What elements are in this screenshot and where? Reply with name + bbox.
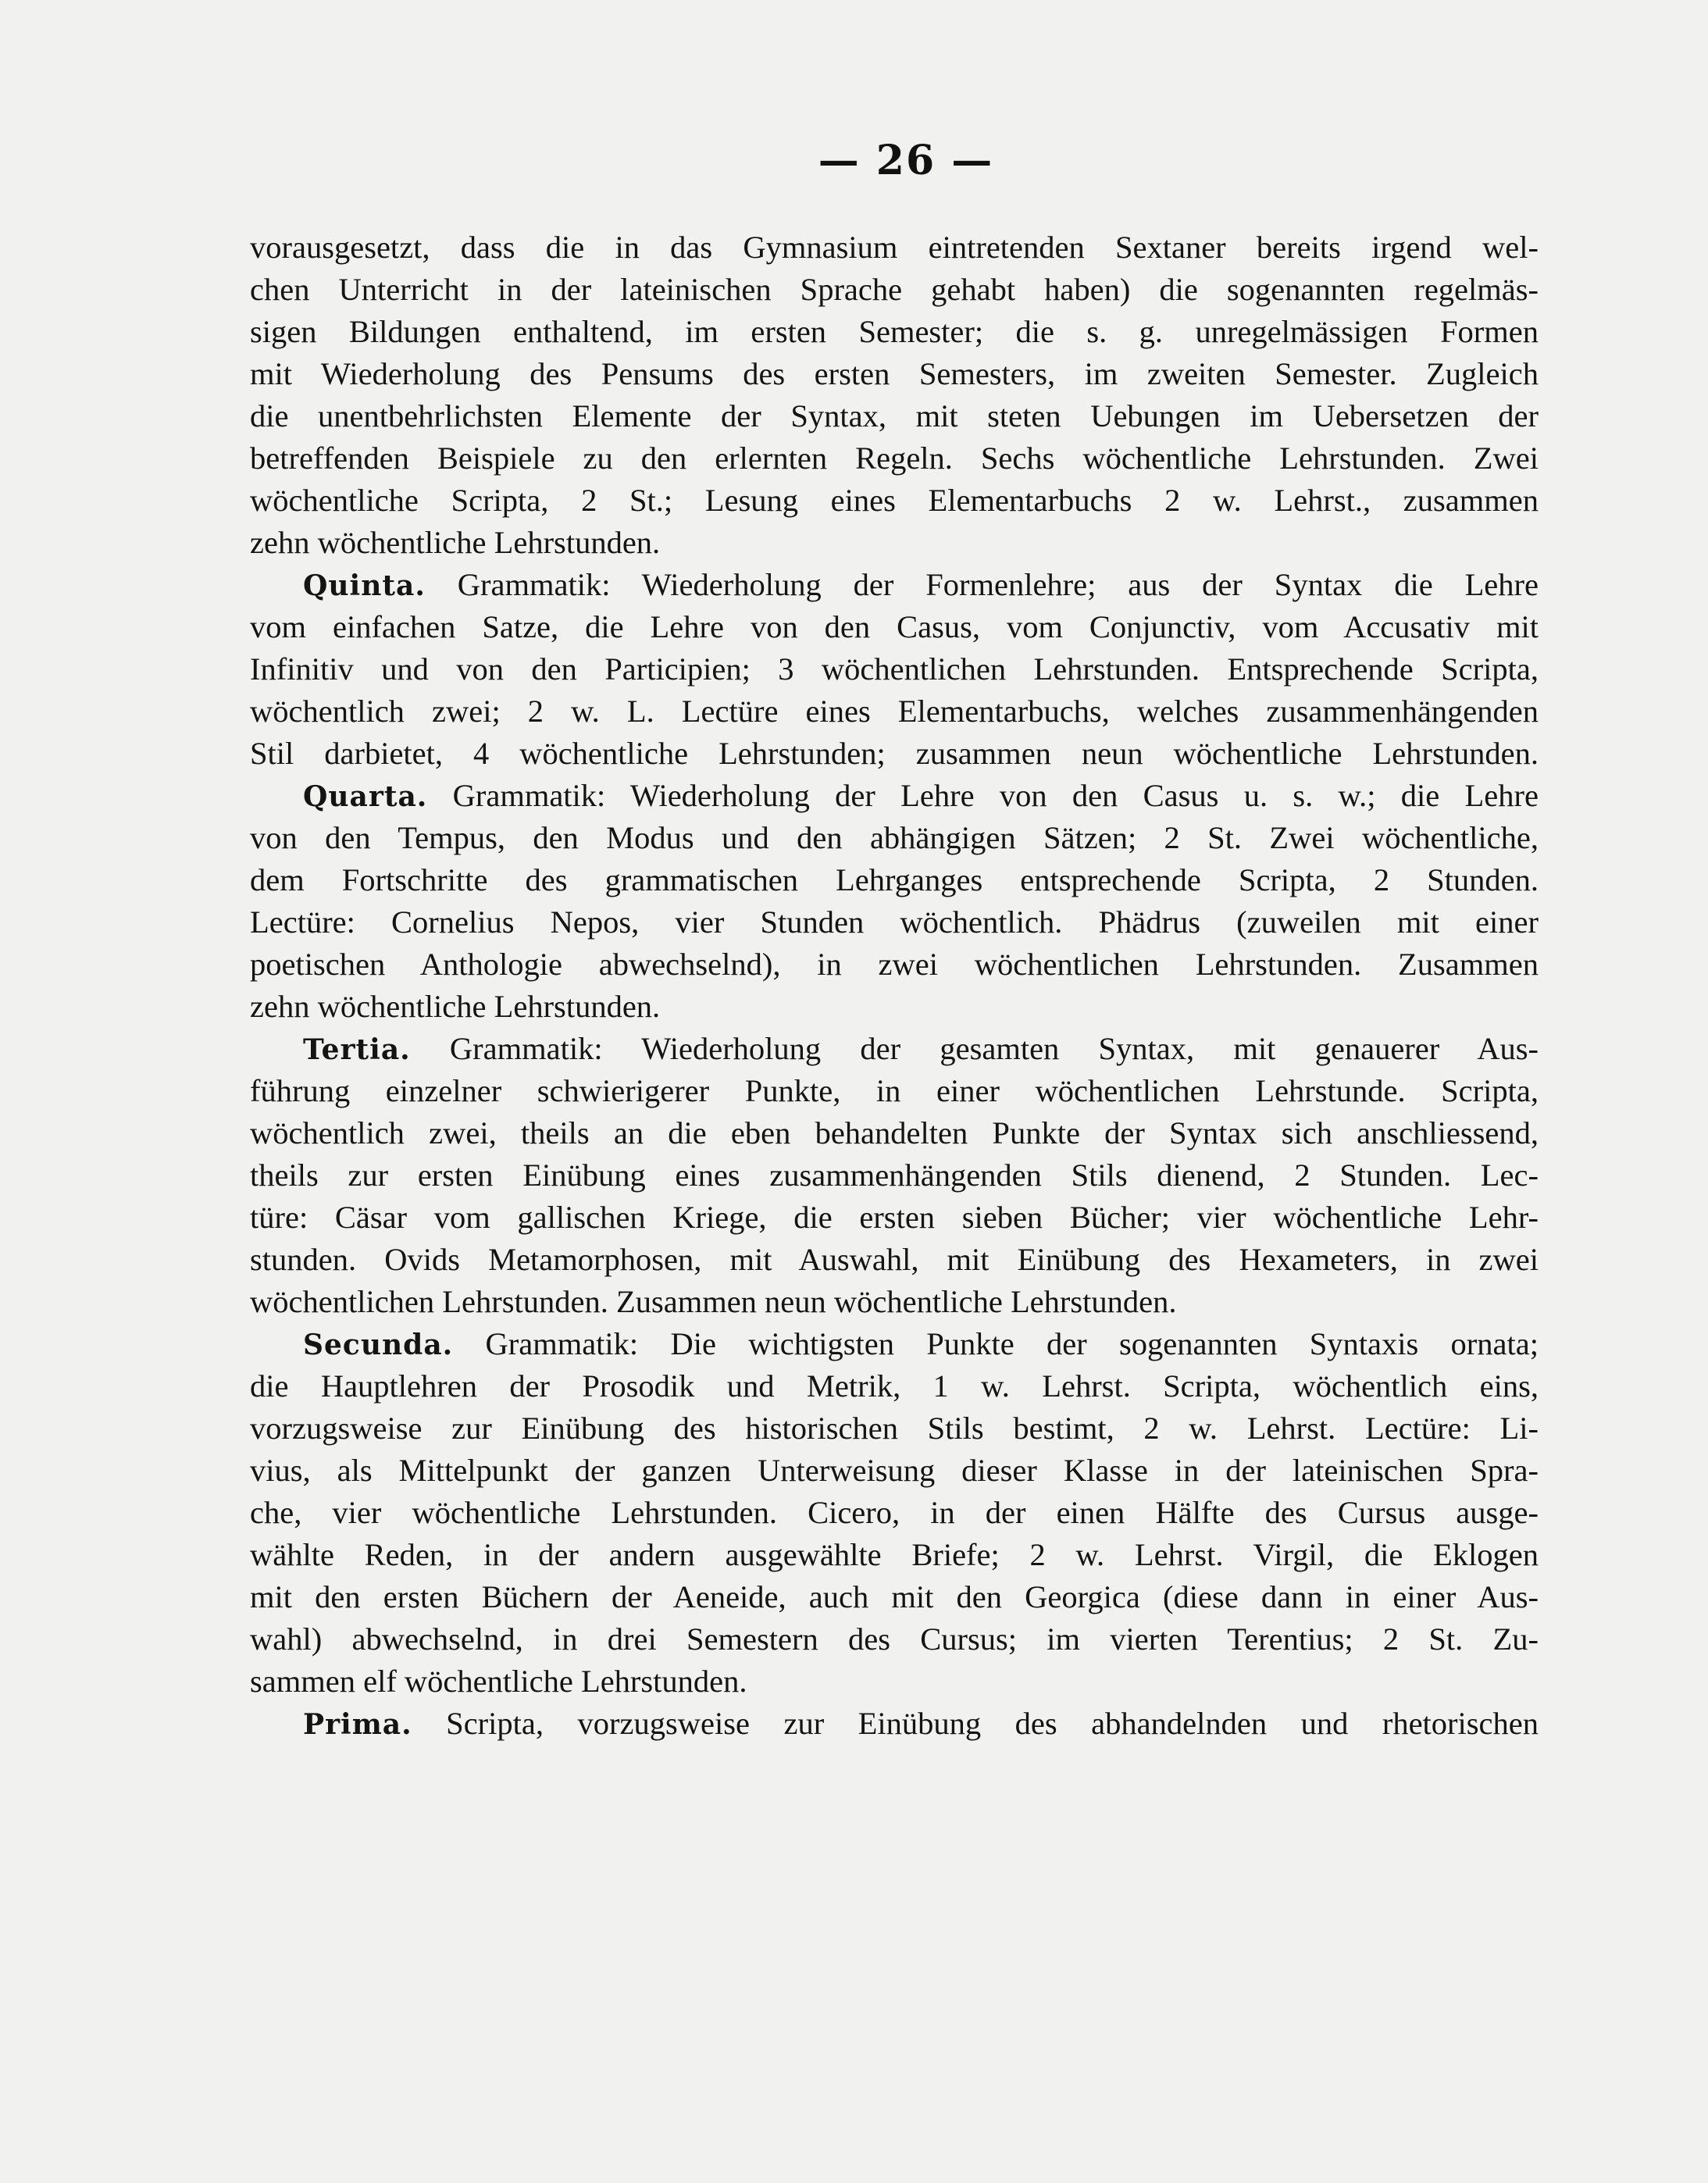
text-line xyxy=(250,1534,1539,1576)
text-line xyxy=(250,353,1539,395)
line-text: vorausgesetzt, dass die in das Gymnasium eintretenden Sextaner bereits irgend wel- xyxy=(250,230,1539,265)
line-text: mit den ersten Büchern der Aeneide, auch mit den Georgica (diese dann in einer Aus- xyxy=(250,1579,1539,1614)
line-text: führung einzelner schwierigerer Punkte, in einer wöchentlichen Lehrstunde. Scripta, xyxy=(250,1073,1539,1108)
line-text: zehn wöchentliche Lehrstunden. xyxy=(250,989,661,1024)
text-line xyxy=(250,1450,1539,1492)
line-text: wöchentlichen Lehrstunden. Zusammen neun wöchentliche Lehrstunden. xyxy=(250,1284,1177,1319)
line-text: Grammatik: Wiederholung der Lehre von den Casus u. s. w.; die Lehre xyxy=(427,778,1539,813)
text-line xyxy=(250,1112,1539,1154)
text-line xyxy=(250,311,1539,353)
text-line xyxy=(250,1281,1539,1323)
text-line xyxy=(250,269,1539,311)
paragraph-start-line xyxy=(250,1323,1539,1365)
text-line xyxy=(250,1660,1539,1703)
line-text: wöchentlich zwei; 2 w. L. Lectüre eines Elementarbuchs, welches zusammenhängenden xyxy=(250,694,1539,729)
page-number: — 26 — xyxy=(818,137,994,184)
text-line xyxy=(250,437,1539,480)
line-text: wöchentlich zwei, theils an die eben behandelten Punkte der Syntax sich anschliessend, xyxy=(250,1115,1539,1150)
line-text: sigen Bildungen enthaltend, im ersten Semester; die s. g. unregelmässigen Formen xyxy=(250,314,1539,349)
line-text: Infinitiv und von den Participien; 3 wöchentlichen Lehrstunden. Entsprechende Scripta, xyxy=(250,651,1539,687)
text-line xyxy=(250,1365,1539,1407)
text-line xyxy=(250,733,1539,775)
line-text: betreffenden Beispiele zu den erlernten Regeln. Sechs wöchentliche Lehrstunden. Zwei xyxy=(250,441,1539,476)
line-text: theils zur ersten Einübung eines zusammenhängenden Stils dienend, 2 Stunden. Lec- xyxy=(250,1157,1539,1193)
line-text: Grammatik: Wiederholung der gesamten Syntax, mit genauerer Aus- xyxy=(410,1031,1539,1066)
paragraph-start-line xyxy=(250,564,1539,606)
line-text: vom einfachen Satze, die Lehre von den Casus, vom Conjunctiv, vom Accusativ mit xyxy=(250,609,1539,644)
line-text: vius, als Mittelpunkt der ganzen Unterweisung dieser Klasse in der lateinischen Spra- xyxy=(250,1453,1539,1488)
line-text: Grammatik: Wiederholung der Formenlehre; aus der Syntax die Lehre xyxy=(425,567,1539,602)
text-line xyxy=(250,1239,1539,1281)
section-heading: Prima. xyxy=(303,1708,412,1741)
text-line xyxy=(250,1407,1539,1450)
body-text xyxy=(250,227,1539,1745)
line-text: Stil darbietet, 4 wöchentliche Lehrstunden; zusammen neun wöchentliche Lehrstunden. xyxy=(250,736,1539,771)
line-text: vorzugsweise zur Einübung des historischen Stils bestimt, 2 w. Lehrst. Lectüre: Li- xyxy=(250,1411,1539,1446)
text-line xyxy=(250,606,1539,648)
line-text: che, vier wöchentliche Lehrstunden. Cicero, in der einen Hälfte des Cursus ausge- xyxy=(250,1495,1539,1530)
section-heading: Quinta. xyxy=(303,569,426,602)
text-line xyxy=(250,943,1539,986)
text-line xyxy=(250,1618,1539,1660)
text-line xyxy=(250,395,1539,437)
paragraph-start-line xyxy=(250,775,1539,817)
text-line xyxy=(250,1492,1539,1534)
text-line xyxy=(250,1070,1539,1112)
line-text: wöchentliche Scripta, 2 St.; Lesung eines Elementarbuchs 2 w. Lehrst., zusammen xyxy=(250,483,1539,518)
text-line xyxy=(250,1197,1539,1239)
text-line xyxy=(250,817,1539,859)
text-line xyxy=(250,1154,1539,1197)
text-line xyxy=(250,690,1539,733)
line-text: dem Fortschritte des grammatischen Lehrganges entsprechende Scripta, 2 Stunden. xyxy=(250,862,1539,897)
line-text: Scripta, vorzugsweise zur Einübung des abhandelnden und rhetorischen xyxy=(412,1706,1539,1741)
line-text: die unentbehrlichsten Elemente der Syntax, mit steten Uebungen im Uebersetzen der xyxy=(250,398,1539,433)
line-text: von den Tempus, den Modus und den abhängigen Sätzen; 2 St. Zwei wöchentliche, xyxy=(250,820,1539,855)
line-text: türe: Cäsar vom gallischen Kriege, die ersten sieben Bücher; vier wöchentliche Lehr- xyxy=(250,1200,1539,1235)
text-line xyxy=(250,901,1539,943)
line-text: die Hauptlehren der Prosodik und Metrik, 1 w. Lehrst. Scripta, wöchentlich eins, xyxy=(250,1368,1539,1404)
section-heading: Tertia. xyxy=(303,1033,411,1066)
text-line xyxy=(250,522,1539,564)
line-text: mit Wiederholung des Pensums des ersten Semesters, im zweiten Semester. Zugleich xyxy=(250,356,1539,391)
text-line xyxy=(250,480,1539,522)
section-heading: Quarta. xyxy=(303,780,428,813)
paragraph-start-line xyxy=(250,1703,1539,1745)
text-line xyxy=(250,986,1539,1028)
line-text: Grammatik: Die wichtigsten Punkte der sogenannten Syntaxis ornata; xyxy=(453,1326,1539,1361)
text-line xyxy=(250,227,1539,269)
text-line xyxy=(250,859,1539,901)
section-heading: Secunda. xyxy=(303,1329,454,1361)
line-text: Lectüre: Cornelius Nepos, vier Stunden wöchentlich. Phädrus (zuweilen mit einer xyxy=(250,904,1539,940)
line-text: wahl) abwechselnd, in drei Semestern des Cursus; im vierten Terentius; 2 St. Zu- xyxy=(250,1621,1539,1657)
line-text: wählte Reden, in der andern ausgewählte Briefe; 2 w. Lehrst. Virgil, die Eklogen xyxy=(250,1537,1539,1572)
text-line xyxy=(250,648,1539,690)
text-line xyxy=(250,1576,1539,1618)
paragraph-start-line xyxy=(250,1028,1539,1070)
line-text: poetischen Anthologie abwechselnd), in zwei wöchentlichen Lehrstunden. Zusammen xyxy=(250,947,1539,982)
line-text: chen Unterricht in der lateinischen Sprache gehabt haben) die sogenannten regelmäs- xyxy=(250,272,1539,307)
line-text: stunden. Ovids Metamorphosen, mit Auswahl, mit Einübung des Hexameters, in zwei xyxy=(250,1242,1539,1277)
line-text: zehn wöchentliche Lehrstunden. xyxy=(250,525,661,560)
line-text: sammen elf wöchentliche Lehrstunden. xyxy=(250,1664,747,1699)
